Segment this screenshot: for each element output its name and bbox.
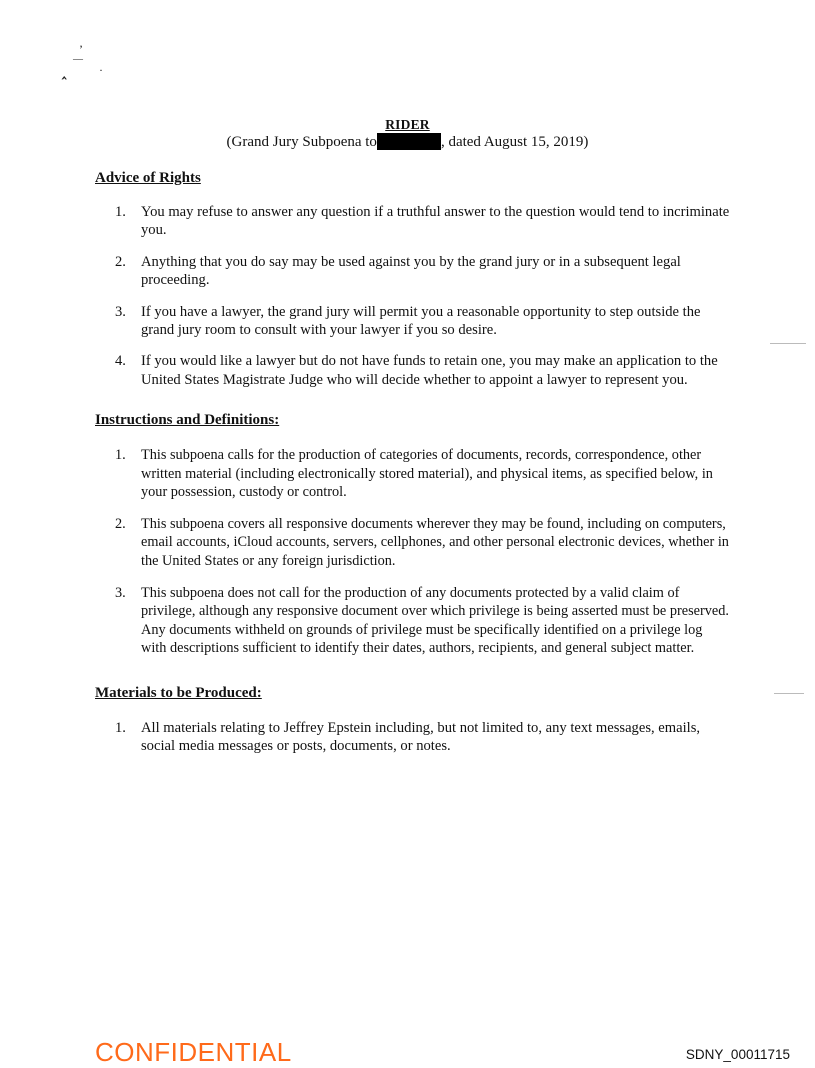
item-number: 1. (115, 720, 126, 736)
item-number: 2. (115, 253, 126, 270)
item-number: 1. (115, 204, 126, 220)
scan-mark: ‸ (62, 64, 67, 79)
advice-list (115, 203, 730, 389)
scan-line (774, 693, 804, 694)
section-heading-instructions: Instructions and Definitions: (95, 412, 280, 428)
item-number: 4. (115, 353, 126, 370)
item-number: 2. (115, 515, 126, 532)
redaction-box (377, 133, 441, 150)
section-heading-advice: Advice of Rights (95, 170, 201, 186)
confidential-stamp: CONFIDENTIAL (95, 1037, 292, 1067)
list-item (115, 203, 730, 240)
item-number: 1. (115, 447, 126, 463)
scan-mark: — (73, 54, 83, 65)
list-item (115, 352, 730, 389)
scan-line (770, 343, 806, 344)
item-text: This subpoena covers all responsive documents wherever they may be found, including on computers, email accounts, iCloud accounts, servers, cellphones, and other personal electronic devices, whether in the United States or any foreign jurisdiction. (141, 515, 729, 569)
section-heading-materials: Materials to be Produced: (95, 685, 262, 701)
item-text: If you have a lawyer, the grand jury will permit you a reasonable opportunity to step outside the grand jury room to consult with your lawyer if you so desire. (141, 303, 701, 339)
item-number: 3. (115, 584, 126, 601)
item-text: This subpoena calls for the production of categories of documents, records, correspondence, other written material (including electronically stored material), and physical items, as specified below, in your possession, custody or control. (141, 447, 713, 501)
document-subtitle (0, 133, 815, 151)
item-text: This subpoena does not call for the production of any documents protected by a valid claim of privilege, although any responsive document over which privilege is being asserted must be preserved. Any documents withheld on grounds of privilege must be specifically identified on a privilege log with descriptions sufficient to identify their dates, authors, recipients, and general subject matter. (141, 584, 729, 657)
instructions-list (115, 446, 730, 658)
list-item (115, 584, 730, 658)
item-text: All materials relating to Jeffrey Epstein including, but not limited to, any text messages, emails, social media messages or posts, documents, or notes. (141, 720, 701, 755)
materials-list (115, 719, 730, 756)
item-text: Anything that you do say may be used against you by the grand jury or in a subsequent legal proceeding. (141, 253, 681, 289)
list-item (115, 446, 730, 502)
subtitle-text-after: , dated August 15, 2019) (440, 134, 589, 150)
list-item (115, 515, 730, 571)
bates-number: SDNY_00011715 (685, 1047, 790, 1062)
item-text: If you would like a lawyer but do not have funds to retain one, you may make an application to the United States Magistrate Judge who will decide whether to appoint a lawyer to represent you. (141, 353, 718, 388)
scan-mark: · (99, 63, 103, 77)
scan-mark: ’ (79, 42, 83, 56)
subtitle-text-before: (Grand Jury Subpoena to (226, 134, 377, 150)
list-item (115, 253, 730, 290)
list-item (115, 719, 730, 756)
document-title: RIDER (385, 117, 430, 132)
list-item (115, 303, 730, 340)
item-text: You may refuse to answer any question if a truthful answer to the question would tend to incriminate you. (141, 204, 730, 239)
item-number: 3. (115, 303, 126, 320)
